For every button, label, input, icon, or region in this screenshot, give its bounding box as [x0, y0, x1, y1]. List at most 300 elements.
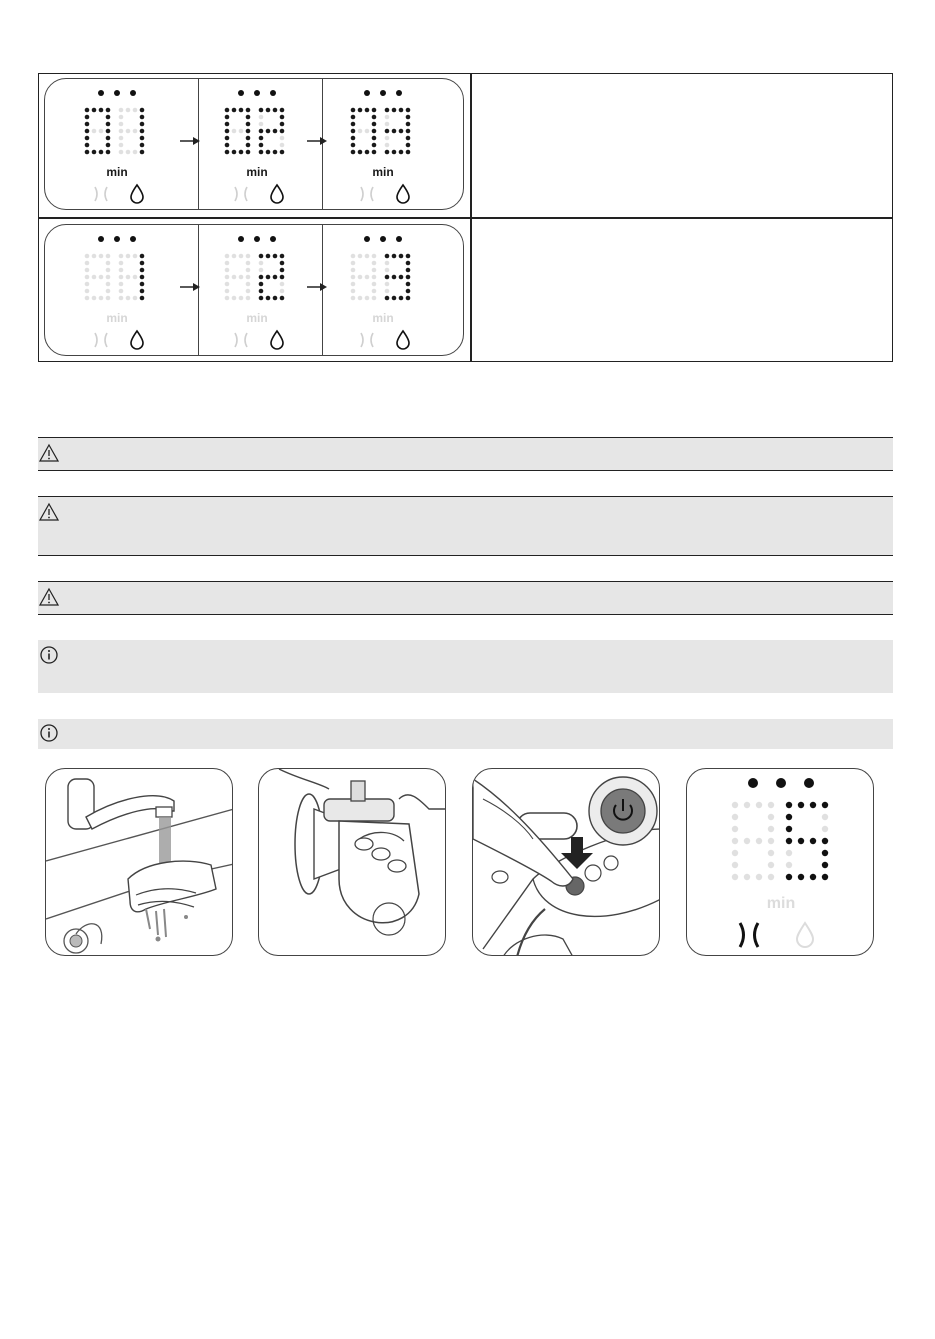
display-dot [280, 108, 285, 113]
display-dot [225, 261, 230, 266]
table-column-divider [470, 74, 472, 361]
drop-icon [397, 185, 409, 203]
display-dot [246, 129, 251, 134]
illustration-wash-hands [45, 768, 233, 956]
display-dot [744, 802, 750, 808]
indicator-dot [130, 236, 136, 242]
display-dot [225, 254, 230, 259]
display-dot [810, 874, 816, 880]
display-dot [358, 275, 363, 280]
display-dot [798, 802, 804, 808]
arrow-head [193, 137, 200, 145]
display-dot [239, 129, 244, 134]
info-circle-icon [39, 723, 59, 743]
display-dot [273, 275, 278, 280]
display-dot [85, 136, 90, 141]
display-dot [246, 268, 251, 273]
display-dot [385, 136, 390, 141]
display-dot [225, 296, 230, 301]
display-dot [239, 150, 244, 155]
timer-sequence-row1 [45, 79, 465, 211]
display-dot [106, 261, 111, 266]
display-dot [246, 108, 251, 113]
display-dot [225, 115, 230, 120]
display-dot [351, 108, 356, 113]
display-dot [239, 108, 244, 113]
display-dot [92, 150, 97, 155]
display-dot [85, 261, 90, 266]
display-dot [365, 108, 370, 113]
display-dot [273, 150, 278, 155]
display-dot [266, 254, 271, 259]
display-dot [119, 268, 124, 273]
warning-triangle-icon [39, 587, 59, 607]
display-dot [246, 282, 251, 287]
display-dot [259, 122, 264, 127]
display-dot [225, 289, 230, 294]
display-dot [246, 289, 251, 294]
display-dot [280, 136, 285, 141]
display-dot [280, 275, 285, 280]
display-dot [259, 115, 264, 120]
display-dot [786, 802, 792, 808]
timer-display-panel-row2 [44, 224, 464, 356]
display-dot [246, 254, 251, 259]
display-dot [85, 254, 90, 259]
display-dot [351, 275, 356, 280]
display-dot [768, 874, 774, 880]
display-dot [768, 838, 774, 844]
display-dot [406, 275, 411, 280]
illustration-power-button [472, 768, 660, 956]
display-dot [365, 150, 370, 155]
indicator-dot [804, 778, 814, 788]
display-dot [140, 275, 145, 280]
breast-pump-image [259, 769, 446, 956]
display-dot [385, 261, 390, 266]
display-dot [385, 296, 390, 301]
display-dot [140, 122, 145, 127]
pump-mode-icon [95, 187, 97, 201]
display-dot [106, 282, 111, 287]
min-label: min [246, 311, 268, 325]
display-dot [280, 122, 285, 127]
display-dot [232, 129, 237, 134]
display-dot [246, 150, 251, 155]
display-dot [822, 874, 828, 880]
display-dot [351, 296, 356, 301]
display-dot [399, 254, 404, 259]
display-dot [239, 296, 244, 301]
display-dot [744, 838, 750, 844]
display-dot [140, 282, 145, 287]
display-dot [406, 261, 411, 266]
display-dot [225, 275, 230, 280]
display-dot [406, 282, 411, 287]
display-dot [232, 150, 237, 155]
display-dot [768, 826, 774, 832]
display-dot [273, 108, 278, 113]
arrow-head [193, 283, 200, 291]
display-dot [365, 129, 370, 134]
display-dot [392, 108, 397, 113]
display-dot [106, 289, 111, 294]
display-dot [822, 850, 828, 856]
indicator-dot [114, 236, 120, 242]
display-dot [358, 254, 363, 259]
display-dot [351, 136, 356, 141]
display-dot [99, 150, 104, 155]
display-dot [372, 268, 377, 273]
display-dot [385, 150, 390, 155]
display-dot [798, 874, 804, 880]
display-dot [768, 814, 774, 820]
display-dot [85, 150, 90, 155]
display-dot [273, 254, 278, 259]
display-dot [99, 129, 104, 134]
display-dot [140, 115, 145, 120]
display-dot [372, 282, 377, 287]
display-dot [351, 129, 356, 134]
display-dot [140, 136, 145, 141]
display-dot [92, 129, 97, 134]
display-dot [372, 136, 377, 141]
display-dot [385, 282, 390, 287]
display-dot [225, 150, 230, 155]
display-dot [119, 254, 124, 259]
display-dot [756, 874, 762, 880]
display-dot [358, 296, 363, 301]
display-dot [280, 254, 285, 259]
display-dot [225, 268, 230, 273]
press-power-image [473, 769, 660, 956]
indicator-dot [130, 90, 136, 96]
display-dot [280, 296, 285, 301]
display-dot [385, 115, 390, 120]
arrow-head [320, 137, 327, 145]
indicator-dot [238, 90, 244, 96]
drop-icon [131, 331, 143, 349]
display-dot [259, 143, 264, 148]
pump-mode-icon [105, 333, 107, 347]
display-dot [351, 268, 356, 273]
display-dot [372, 143, 377, 148]
min-label: min [106, 311, 128, 325]
display-dot [351, 282, 356, 287]
display-dot [732, 826, 738, 832]
display-dot [385, 275, 390, 280]
display-dot [280, 282, 285, 287]
display-dot [358, 108, 363, 113]
display-dot [225, 282, 230, 287]
display-dot [85, 275, 90, 280]
display-dot [99, 254, 104, 259]
display-dot [106, 254, 111, 259]
indicator-dot [98, 236, 104, 242]
display-dot [239, 254, 244, 259]
display-dot [266, 129, 271, 134]
display-dot [358, 129, 363, 134]
display-dot [273, 296, 278, 301]
display-dot [768, 802, 774, 808]
display-dot [768, 850, 774, 856]
display-dot [126, 275, 131, 280]
display-dot [372, 115, 377, 120]
warning-triangle-icon [39, 502, 59, 522]
display-dot [92, 108, 97, 113]
display-dot [810, 802, 816, 808]
pump-mode-icon [105, 187, 107, 201]
display-dot [280, 261, 285, 266]
display-dot [786, 850, 792, 856]
display-dot [140, 254, 145, 259]
display-dot [351, 143, 356, 148]
display-dot [119, 289, 124, 294]
indicator-dot [380, 236, 386, 242]
display-dot [392, 275, 397, 280]
display-dot [133, 108, 138, 113]
pump-mode-icon [235, 333, 237, 347]
indicator-dot [364, 90, 370, 96]
display-dot [119, 122, 124, 127]
display-dot [406, 143, 411, 148]
display-dot [351, 115, 356, 120]
display-dot [822, 862, 828, 868]
drop-icon [797, 923, 813, 947]
display-dot [119, 129, 124, 134]
display-dot [85, 268, 90, 273]
display-dot [133, 296, 138, 301]
display-dot [85, 115, 90, 120]
display-dot [406, 268, 411, 273]
display-dot [372, 254, 377, 259]
display-dot [351, 122, 356, 127]
warning-note-2 [38, 496, 893, 556]
indicator-dot [238, 236, 244, 242]
indicator-dot [270, 90, 276, 96]
display-dot [106, 150, 111, 155]
display-dot [106, 129, 111, 134]
display-dot [92, 275, 97, 280]
display-dot [259, 296, 264, 301]
display-dot [406, 254, 411, 259]
display-dot [406, 129, 411, 134]
display-dot [133, 129, 138, 134]
display-dot [266, 150, 271, 155]
display-dot [786, 874, 792, 880]
display-dot [106, 108, 111, 113]
display-dot [259, 275, 264, 280]
hand-washing-image [46, 769, 233, 956]
display-dot [280, 143, 285, 148]
pump-mode-icon [361, 333, 363, 347]
display-dot [126, 108, 131, 113]
display-dot [280, 115, 285, 120]
display-dot [756, 802, 762, 808]
display-dot [140, 268, 145, 273]
display-dot [246, 261, 251, 266]
display-dot [406, 296, 411, 301]
indicator-dot [396, 90, 402, 96]
display-dot [232, 296, 237, 301]
display-dot [106, 275, 111, 280]
display-dot [756, 838, 762, 844]
display-dot [92, 296, 97, 301]
pump-mode-icon [361, 187, 363, 201]
display-dot [351, 150, 356, 155]
timer-display-panel-row1 [44, 78, 464, 210]
display-dot [140, 261, 145, 266]
table-row-divider [39, 217, 892, 219]
display-dot [119, 282, 124, 287]
display-dot [280, 268, 285, 273]
display-dot [732, 850, 738, 856]
indicator-dot [396, 236, 402, 242]
display-dot [232, 275, 237, 280]
display-dot [266, 108, 271, 113]
warning-note-3 [38, 581, 893, 615]
display-dot [406, 108, 411, 113]
display-dot [358, 150, 363, 155]
display-dot [392, 254, 397, 259]
display-dot [119, 150, 124, 155]
indicator-dot [364, 236, 370, 242]
display-dot [786, 814, 792, 820]
display-dot [266, 275, 271, 280]
display-dot [232, 108, 237, 113]
display-dot [225, 122, 230, 127]
display-dot [259, 261, 264, 266]
display-dot [822, 826, 828, 832]
display-dot [732, 814, 738, 820]
display-dot [246, 122, 251, 127]
display-dot [372, 150, 377, 155]
display-dot [85, 108, 90, 113]
display-dot [225, 108, 230, 113]
display-dot [246, 143, 251, 148]
display-dot [259, 150, 264, 155]
display-dot [732, 862, 738, 868]
display-dot [273, 129, 278, 134]
display-dot [106, 296, 111, 301]
display-dot [119, 115, 124, 120]
drop-icon [271, 331, 283, 349]
display-dot [385, 129, 390, 134]
display-dot [365, 275, 370, 280]
min-label: min [372, 311, 394, 325]
display-dot [85, 296, 90, 301]
indicator-dot [776, 778, 786, 788]
display-dot [119, 143, 124, 148]
pump-mode-icon [740, 923, 744, 947]
pump-mode-icon [245, 333, 247, 347]
display-dot [385, 108, 390, 113]
display-dot [385, 289, 390, 294]
indicator-dot [380, 90, 386, 96]
min-label: min [372, 165, 394, 179]
display-dot [744, 874, 750, 880]
illustration-breast-pump [258, 768, 446, 956]
pump-mode-icon [371, 187, 373, 201]
min-label: min [766, 895, 796, 912]
display-dot [259, 136, 264, 141]
pump-mode-icon [245, 187, 247, 201]
display-dot [106, 136, 111, 141]
pump-mode-icon [235, 187, 237, 201]
info-circle-icon [39, 645, 59, 665]
timer-sequence-row2 [45, 225, 465, 357]
display-dot [372, 275, 377, 280]
display-dot [259, 129, 264, 134]
display-dot [732, 874, 738, 880]
display-dot [225, 136, 230, 141]
display-dot [99, 108, 104, 113]
indicator-dot [254, 236, 260, 242]
display-dot [280, 289, 285, 294]
display-dot [399, 275, 404, 280]
drop-icon [271, 185, 283, 203]
display-dot [225, 129, 230, 134]
display-dot [266, 296, 271, 301]
display-dot [280, 129, 285, 134]
timer-table [38, 73, 893, 362]
display-dot [106, 268, 111, 273]
display-dot [786, 826, 792, 832]
display-dot [140, 150, 145, 155]
display-dot [822, 814, 828, 820]
display-dot [106, 143, 111, 148]
display-dot [732, 802, 738, 808]
display-dot [399, 296, 404, 301]
display-dot [385, 122, 390, 127]
display-dot [372, 129, 377, 134]
display-dot [822, 802, 828, 808]
illustration-timer-display [686, 768, 874, 956]
display-dot [259, 268, 264, 273]
arrow-head [320, 283, 327, 291]
display-dot [406, 150, 411, 155]
display-dot [140, 289, 145, 294]
display-dot [406, 289, 411, 294]
display-dot [768, 862, 774, 868]
info-note-2 [38, 719, 893, 749]
pump-mode-icon [755, 923, 759, 947]
display-dot [810, 838, 816, 844]
display-dot [140, 296, 145, 301]
display-dot [119, 275, 124, 280]
display-dot [133, 254, 138, 259]
display-dot [119, 108, 124, 113]
display-dot [392, 296, 397, 301]
display-dot [399, 129, 404, 134]
display-dot [786, 862, 792, 868]
display-dot [372, 122, 377, 127]
display-dot [133, 275, 138, 280]
display-dot [140, 143, 145, 148]
indicator-dot [114, 90, 120, 96]
display-dot [259, 108, 264, 113]
display-dot [406, 115, 411, 120]
indicator-dot [98, 90, 104, 96]
display-dot [365, 296, 370, 301]
display-dot [92, 254, 97, 259]
display-dot [280, 150, 285, 155]
display-dot [351, 254, 356, 259]
display-dot [259, 282, 264, 287]
display-dot [85, 129, 90, 134]
warning-triangle-icon [39, 443, 59, 463]
display-dot [351, 289, 356, 294]
